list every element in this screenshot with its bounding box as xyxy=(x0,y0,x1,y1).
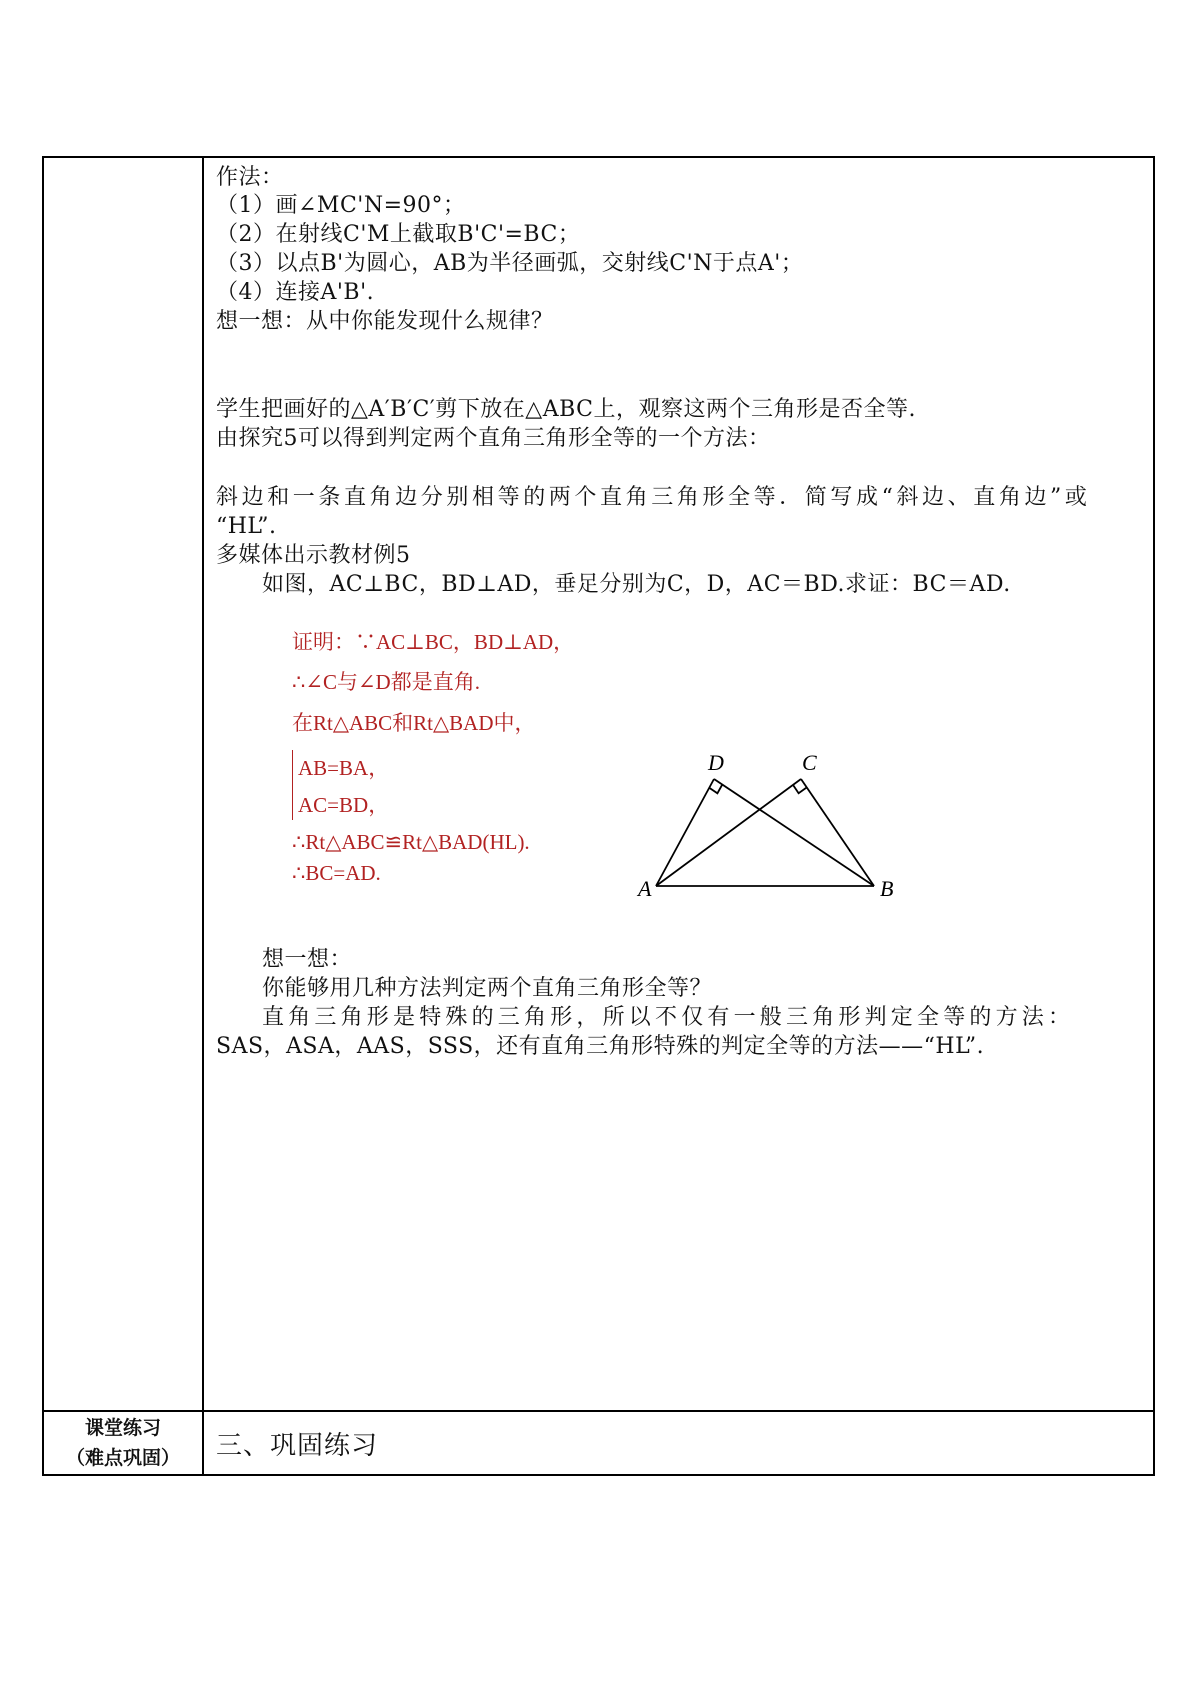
step-2: （2）在射线C'M上截取B'C'=BC； xyxy=(216,222,581,247)
proof-line-1: 证明：∵AC⊥BC，BD⊥AD， xyxy=(292,630,575,654)
proof-line-3: 在Rt△ABC和Rt△BAD中， xyxy=(292,711,536,735)
lesson-table xyxy=(42,156,1155,1476)
step-3: （3）以点B'为圆心，AB为半径画弧，交射线C'N于点A'； xyxy=(216,251,804,276)
hl-rule-line-2: “HL”. xyxy=(216,514,277,539)
proof-line-4: AB=BA， xyxy=(298,756,390,780)
think-title-2: 想一想： xyxy=(262,947,353,972)
think-question-1: 想一想：从中你能发现什么规律？ xyxy=(216,309,554,334)
label-d: D xyxy=(708,750,724,775)
segment-ac xyxy=(656,779,801,886)
example-text: 如图，AC⊥BC，BD⊥AD，垂足分别为C，D，AC＝BD.求证：BC＝AD. xyxy=(262,572,1011,597)
observe-text: 学生把画好的△A′B′C′剪下放在△ABC上，观察这两个三角形是否全等. xyxy=(216,397,917,422)
practice-heading: 三、巩固练习 xyxy=(216,1430,379,1461)
media-text: 多媒体出示教材例5 xyxy=(216,543,411,568)
segment-bd xyxy=(714,779,874,886)
step-1: （1）画∠MC'N=90°； xyxy=(216,193,466,218)
conclusion-text: 由探究5可以得到判定两个直角三角形全等的一个方法： xyxy=(216,426,771,451)
hl-rule-line-1: 斜边和一条直角边分别相等的两个直角三角形全等．简写成“斜边、直角边”或 xyxy=(216,485,1091,510)
think-question-2: 你能够用几种方法判定两个直角三角形全等？ xyxy=(262,976,713,1001)
segment-bc xyxy=(801,779,874,886)
proof-line-5: AC=BD， xyxy=(298,793,390,817)
right-angle-mark-c xyxy=(793,785,807,793)
proof-line-6: ∴Rt△ABC≌Rt△BAD(HL). xyxy=(292,830,530,854)
practice-content-cell xyxy=(203,1411,1154,1475)
practice-label-cell xyxy=(43,1411,203,1475)
answer-line-2: SAS，ASA，AAS，SSS，还有直角三角形特殊的判定全等的方法——“HL”. xyxy=(216,1034,985,1059)
label-b: B xyxy=(880,876,894,901)
proof-line-2: ∴∠C与∠D都是直角. xyxy=(292,670,480,694)
practice-label-line-1: 课堂练习 xyxy=(84,1417,161,1439)
answer-line-1: 直角三角形是特殊的三角形，所以不仅有一般三角形判定全等的方法： xyxy=(262,1005,1075,1030)
left-empty-cell xyxy=(43,157,203,1411)
label-a: A xyxy=(638,876,652,901)
step-4: （4）连接A'B'. xyxy=(216,280,375,305)
triangle-figure xyxy=(604,743,934,913)
main-content-cell xyxy=(203,157,1154,1411)
proof-line-7: ∴BC=AD. xyxy=(292,861,381,885)
label-c: C xyxy=(802,750,817,775)
method-title: 作法： xyxy=(216,165,284,190)
practice-label-line-2: （难点巩固） xyxy=(65,1447,180,1469)
main-content xyxy=(204,158,1153,1410)
segment-ad xyxy=(656,779,714,886)
